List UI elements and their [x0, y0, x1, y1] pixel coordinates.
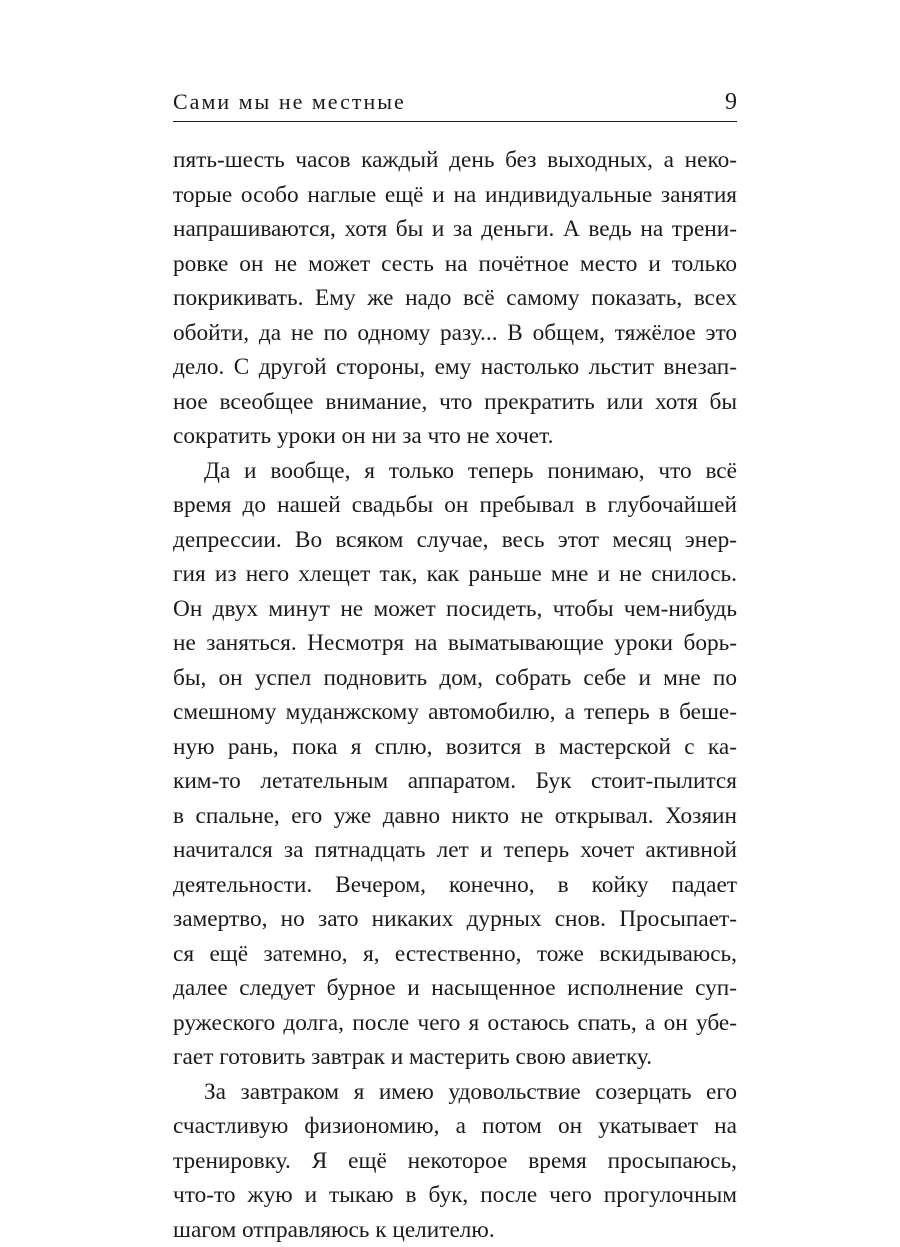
text-line: ную рань, пока я сплю, возится в мастерской с ка- — [173, 730, 737, 765]
text-line: что-то жую и тыкаю в бук, после чего прогулочным — [173, 1178, 737, 1213]
text-line: Он двух минут не может посидеть, чтобы чем-нибудь — [173, 592, 737, 627]
text-line: счастливую физиономию, а потом он укатывает на — [173, 1109, 737, 1144]
text-line: напрашиваются, хотя бы и за деньги. А ведь на трени- — [173, 212, 737, 247]
text-line: не заняться. Несмотря на выматывающие уроки борь- — [173, 626, 737, 661]
text-line: сократить уроки он ни за что не хочет. — [173, 419, 737, 454]
text-line: тренировку. Я ещё некоторое время просыпаюсь, — [173, 1144, 737, 1179]
text-line: время до нашей свадьбы он пребывал в глубочайшей — [173, 488, 737, 523]
text-line: покрикивать. Ему же надо всё самому показать, всех — [173, 281, 737, 316]
text-line: начитался за пятнадцать лет и теперь хочет активной — [173, 833, 737, 868]
text-line: обойти, да не по одному разу... В общем, тяжёлое это — [173, 316, 737, 351]
text-line: гия из него хлещет так, как раньше мне и не снилось. — [173, 557, 737, 592]
text-line: ружеского долга, после чего я остаюсь спать, а он убе- — [173, 1006, 737, 1041]
text-line: в спальне, его уже давно никто не открывал. Хозяин — [173, 799, 737, 834]
running-header — [173, 86, 737, 118]
header-rule — [173, 121, 737, 122]
text-line: Да и вообще, я только теперь понимаю, что всё — [173, 454, 737, 489]
text-line: дело. С другой стороны, ему настолько льстит внезап- — [173, 350, 737, 385]
text-line: бы, он успел подновить дом, собрать себе и мне по — [173, 661, 737, 696]
text-line: далее следует бурное и насыщенное исполнение суп- — [173, 971, 737, 1006]
text-line: смешному муданжскому автомобилю, а теперь в беше- — [173, 695, 737, 730]
text-line: ким-то летательным аппаратом. Бук стоит-пылится — [173, 764, 737, 799]
text-line: ное всеобщее внимание, что прекратить или хотя бы — [173, 385, 737, 420]
text-line: гает готовить завтрак и мастерить свою авиетку. — [173, 1040, 737, 1075]
text-line: депрессии. Во всяком случае, весь этот месяц энер- — [173, 523, 737, 558]
body-text — [173, 143, 737, 1247]
text-line: За завтраком я имею удовольствие созерцать его — [173, 1075, 737, 1110]
text-line: пять-шесть часов каждый день без выходных, а неко- — [173, 143, 737, 178]
text-line: деятельности. Вечером, конечно, в койку падает — [173, 868, 737, 903]
paragraph — [173, 1075, 737, 1247]
text-line: ся ещё затемно, я, естественно, тоже вскидываюсь, — [173, 937, 737, 972]
paragraph — [173, 454, 737, 1075]
running-title: Сами мы не местные — [173, 86, 406, 118]
text-line: ровке он не может сесть на почётное место и только — [173, 247, 737, 282]
text-line: замертво, но зато никаких дурных снов. Просыпает- — [173, 902, 737, 937]
text-line: торые особо наглые ещё и на индивидуальные занятия — [173, 178, 737, 213]
page-number: 9 — [725, 86, 737, 118]
paragraph — [173, 143, 737, 454]
text-line: шагом отправляюсь к целителю. — [173, 1213, 737, 1247]
